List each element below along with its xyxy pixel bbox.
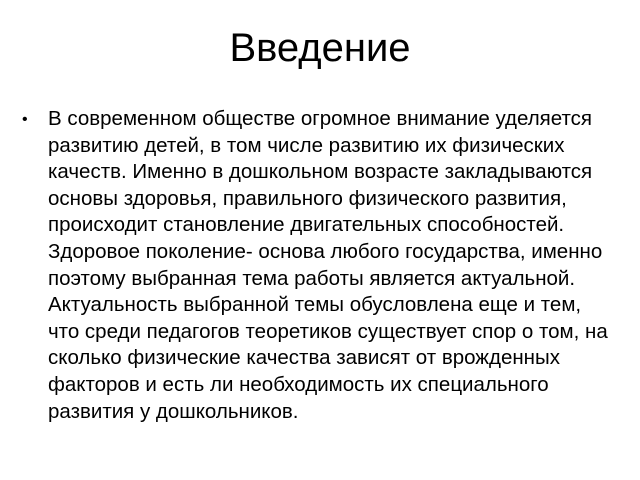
- bullet-text: В современном обществе огромное внимание уделяется развитию детей, в том числе развитию их физических качеств. Именно в дошкольном возрасте закладываются основы здоровья, правильного физического развития, происходит становление двигательных способностей. Здоровое поколение- основа любого государства, именно поэтому выбранная тема работы является актуальной. Актуальность выбранной темы обусловлена еще и тем, что среди педагогов теоретиков существует спор о том, на сколько физические качества зависят от врожденных факторов и есть ли необходимость их специального развития у дошкольников.: [48, 107, 608, 423]
- bullet-item: [22, 106, 618, 425]
- slide-title: Введение: [229, 26, 411, 70]
- bullet-marker: •: [22, 111, 28, 128]
